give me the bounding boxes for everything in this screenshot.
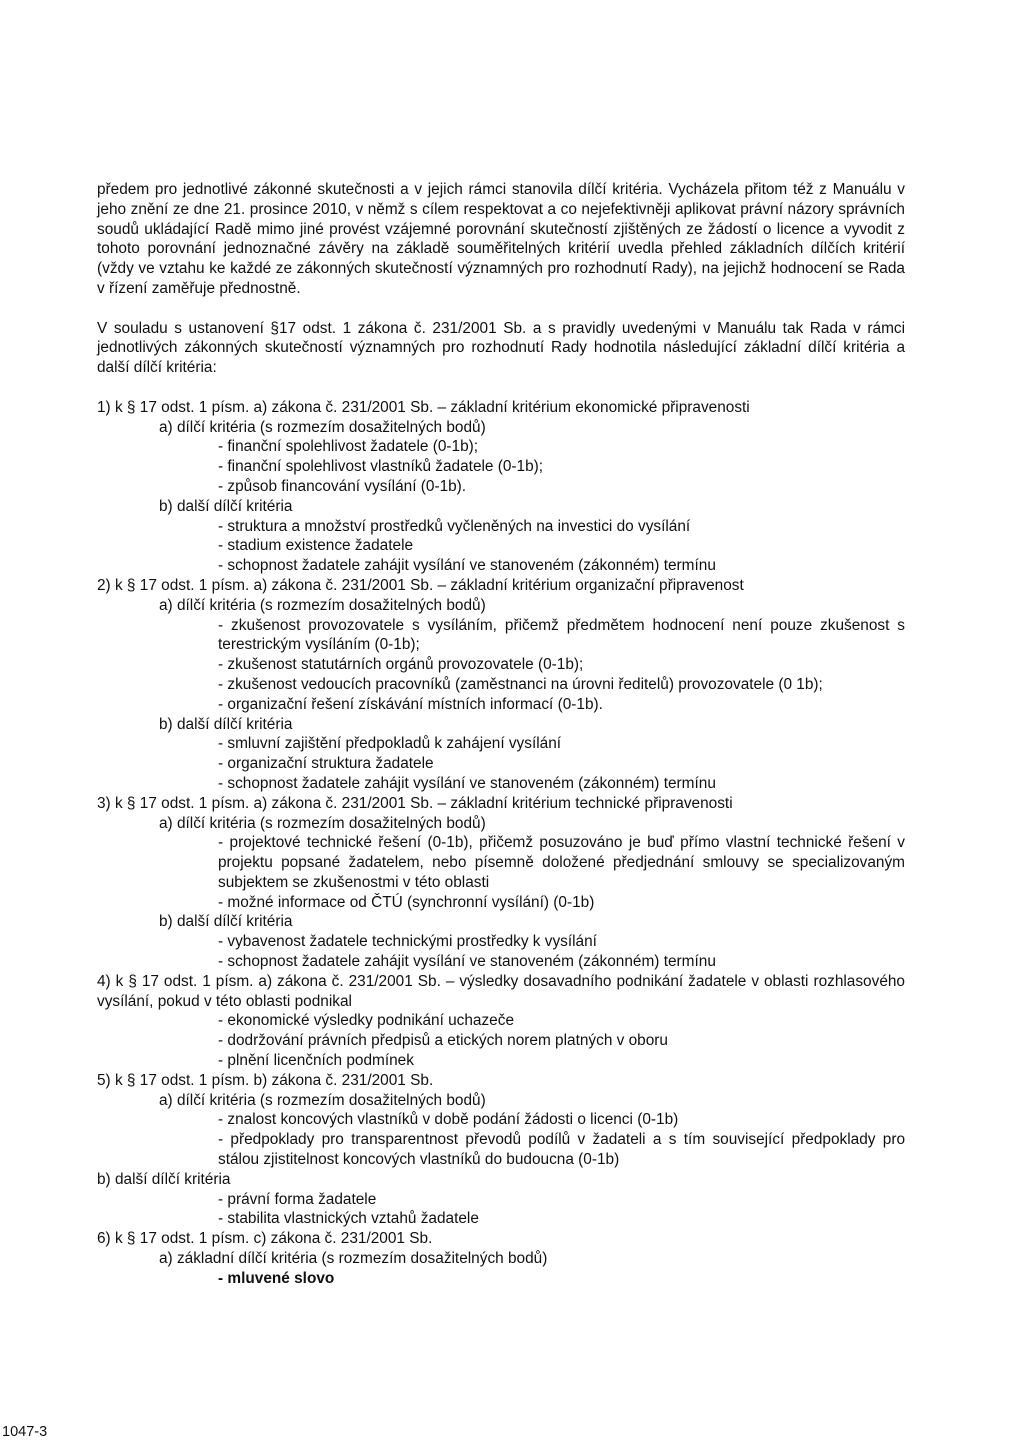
paragraph-legal-basis: V souladu s ustanovení §17 odst. 1 zákona č. 231/2001 Sb. a s pravidly uvedenými v Manuálu tak Rada v rámci jednotlivých zákonných skutečností významných pro rozhodnutí Rady hodnotila následující základní dílčí kritéria a další dílčí kritéria: [97, 319, 905, 377]
criterion-heading-2: 2) k § 17 odst. 1 písm. a) zákona č. 231/2001 Sb. – základní kritérium organizační připravenost [97, 576, 744, 594]
document-body [97, 180, 905, 1289]
subsection-b: b) další dílčí kritéria [97, 1170, 231, 1188]
list-item: - organizační řešení získávání místních informací (0-1b). [218, 695, 603, 713]
paragraph-intro: předem pro jednotlivé zákonné skutečnosti a v jejich rámci stanovila dílčí kritéria. Vycházela přitom též z Manuálu v jeho znění ze dne 21. prosince 2010, v němž s cílem respektovat a co nejefektivněji aplikovat právní názory správních soudů ukládající Radě mimo jiné provést vzájemné porovnání skutečností zjištěných ze žádostí o licence a vyvodit z tohoto porovnání jednoznačné závěry na základě souměřitelných kritérií uvedla přehled základních dílčích kritérií (vždy ve vztahu ke každé ze zákonných skutečností významných pro rozhodnutí Rady), na jejichž hodnocení se Rada v řízení zaměřuje přednostně. [97, 181, 905, 297]
list-item: - způsob financování vysílání (0-1b). [218, 477, 467, 495]
subsection-b: b) další dílčí kritéria [159, 497, 293, 515]
criterion-heading-6: 6) k § 17 odst. 1 písm. c) zákona č. 231/2001 Sb. [97, 1230, 433, 1248]
list-item: - projektové technické řešení (0-1b), přičemž posuzováno je buď přímo vlastní technické řešení v projektu popsané žadatelem, nebo písemně doložené předjednání smlouvy se specializovaným subjektem se zkušenostmi v této oblasti [218, 834, 905, 891]
list-item: - dodržování právních předpisů a etických norem platných v oboru [218, 1032, 668, 1050]
criterion-heading-4: 4) k § 17 odst. 1 písm. a) zákona č. 231/2001 Sb. – výsledky dosavadního podnikání žadatele v oblasti rozhlasového vysílání, pokud v této oblasti podnikal [97, 972, 905, 1010]
list-item: - možné informace od ČTÚ (synchronní vysílání) (0-1b) [218, 893, 595, 911]
list-item: - schopnost žadatele zahájit vysílání ve stanoveném (zákonném) termínu [218, 557, 716, 575]
list-item: - znalost koncových vlastníků v době podání žádosti o licenci (0-1b) [218, 1111, 679, 1129]
list-item: - finanční spolehlivost vlastníků žadatele (0-1b); [218, 458, 544, 476]
page-number: 1047-3 [2, 1424, 48, 1440]
list-item: - stadium existence žadatele [218, 537, 414, 555]
list-item: - schopnost žadatele zahájit vysílání ve stanoveném (zákonném) termínu [218, 953, 716, 971]
list-item: - právní forma žadatele [218, 1190, 377, 1208]
list-item: - zkušenost statutárních orgánů provozovatele (0-1b); [218, 656, 584, 674]
list-item: - stabilita vlastnických vztahů žadatele [218, 1210, 479, 1228]
subsection-a: a) základní dílčí kritéria (s rozmezím dosažitelných bodů) [159, 1250, 548, 1268]
list-item-bold: - mluvené slovo [218, 1269, 335, 1287]
list-item: - vybavenost žadatele technickými prostředky k vysílání [218, 933, 597, 951]
subsection-a: a) dílčí kritéria (s rozmezím dosažitelných bodů) [159, 596, 486, 614]
list-item: - zkušenost provozovatele s vysíláním, přičemž předmětem hodnocení není pouze zkušenost s terestrickým vysíláním (0-1b); [218, 616, 905, 654]
subsection-a: a) dílčí kritéria (s rozmezím dosažitelných bodů) [159, 814, 486, 832]
list-item: - zkušenost vedoucích pracovníků (zaměstnanci na úrovni ředitelů) provozovatele (0 1b); [218, 675, 823, 693]
list-item: - schopnost žadatele zahájit vysílání ve stanoveném (zákonném) termínu [218, 774, 716, 792]
subsection-a: a) dílčí kritéria (s rozmezím dosažitelných bodů) [159, 418, 486, 436]
list-item: - ekonomické výsledky podnikání uchazeče [218, 1012, 514, 1030]
list-item: - předpoklady pro transparentnost převodů podílů v žadateli a s tím související předpoklady pro stálou zjistitelnost koncových vlastníků do budoucna (0-1b) [218, 1131, 905, 1169]
subsection-a: a) dílčí kritéria (s rozmezím dosažitelných bodů) [159, 1091, 486, 1109]
list-item: - plnění licenčních podmínek [218, 1052, 414, 1070]
list-item: - smluvní zajištění předpokladů k zahájení vysílání [218, 735, 562, 753]
list-item: - struktura a množství prostředků vyčleněných na investici do vysílání [218, 517, 691, 535]
subsection-b: b) další dílčí kritéria [159, 715, 293, 733]
list-item: - finanční spolehlivost žadatele (0-1b); [218, 438, 479, 456]
criterion-heading-1: 1) k § 17 odst. 1 písm. a) zákona č. 231/2001 Sb. – základní kritérium ekonomické připravenosti [97, 398, 750, 416]
subsection-b: b) další dílčí kritéria [159, 913, 293, 931]
criterion-heading-3: 3) k § 17 odst. 1 písm. a) zákona č. 231/2001 Sb. – základní kritérium technické připravenosti [97, 794, 733, 812]
criterion-heading-5: 5) k § 17 odst. 1 písm. b) zákona č. 231/2001 Sb. [97, 1071, 434, 1089]
list-item: - organizační struktura žadatele [218, 755, 434, 773]
